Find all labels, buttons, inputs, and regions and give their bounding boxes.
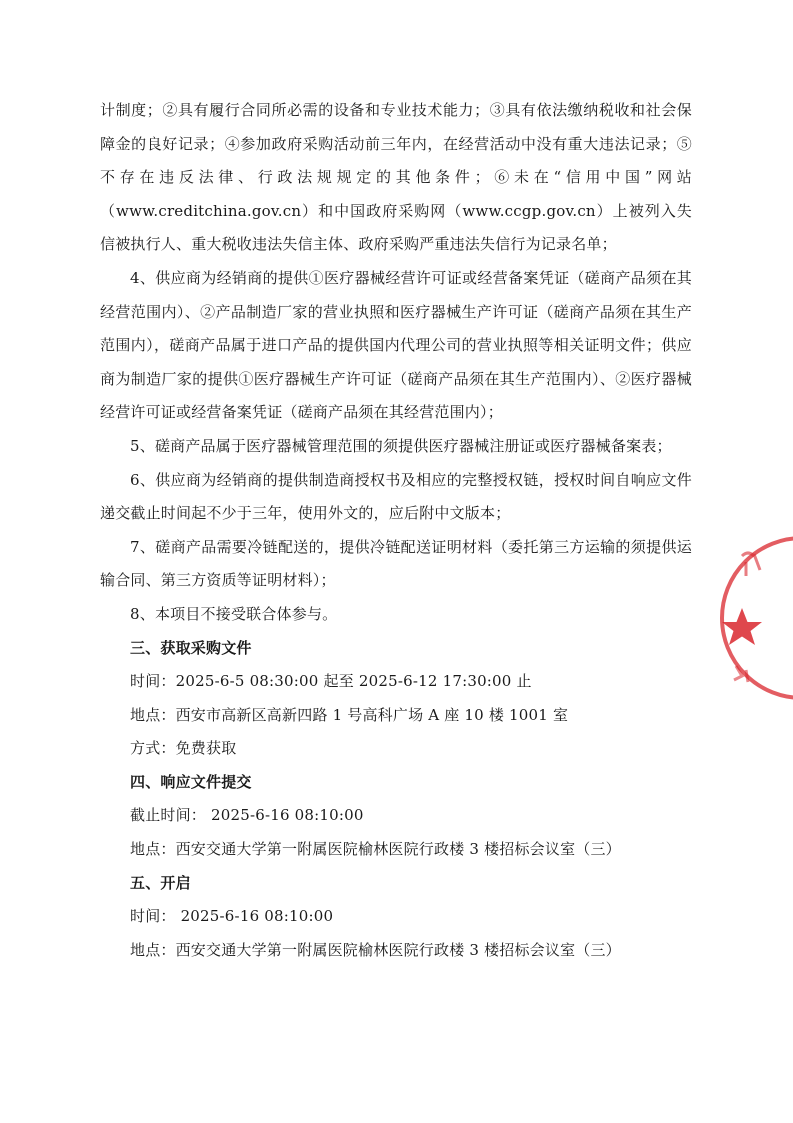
obtain-method: 方式：免费获取 xyxy=(130,739,237,758)
document-body xyxy=(100,94,692,967)
paragraph-qualifications-continued: 计制度；②具有履行合同所必需的设备和专业技术能力；③具有依法缴纳税收和社会保障金的良好记录；④参加政府采购活动前三年内，在经营活动中没有重大违法记录；⑤不存在违反法律、行政法规规定的其他条件；⑥未在“信用中国”网站（www.creditchina.gov.cn）和中国政府采购网（www.ccgp.gov.cn）上被列入失信被执行人、重大税收违法失信主体、政府采购严重违法失信行为记录名单； xyxy=(100,101,692,254)
opening-time: 时间： 2025-6-16 08:10:00 xyxy=(130,907,334,926)
paragraph-item-6: 6、供应商为经销商的提供制造商授权书及相应的完整授权链，授权时间自响应文件递交截止时间起不少于三年，使用外文的，应后附中文版本； xyxy=(100,470,692,523)
paragraph-item-5: 5、磋商产品属于医疗器械管理范围的须提供医疗器械注册证或医疗器械备案表； xyxy=(130,436,672,455)
obtain-location: 地点：西安市高新区高新四路 1 号高科广场 A 座 10 楼 1001 室 xyxy=(130,705,569,724)
paragraph-item-8: 8、本项目不接受联合体参与。 xyxy=(130,604,338,623)
submission-deadline: 截止时间： 2025-6-16 08:10:00 xyxy=(130,806,364,825)
opening-location: 地点：西安交通大学第一附属医院榆林医院行政楼 3 楼招标会议室（三） xyxy=(130,940,621,959)
section-heading-obtain-documents: 三、获取采购文件 xyxy=(130,638,252,657)
section-heading-opening: 五、开启 xyxy=(130,873,191,892)
submission-location: 地点：西安交通大学第一附属医院榆林医院行政楼 3 楼招标会议室（三） xyxy=(130,840,621,859)
paragraph-item-7: 7、磋商产品需要冷链配送的，提供冷链配送证明材料（委托第三方运输的须提供运输合同、第三方资质等证明材料）； xyxy=(100,537,692,590)
red-seal-stamp xyxy=(702,518,793,718)
section-heading-submission: 四、响应文件提交 xyxy=(130,772,252,791)
paragraph-item-4: 4、供应商为经销商的提供①医疗器械经营许可证或经营备案凭证（磋商产品须在其经营范围内）、②产品制造厂家的营业执照和医疗器械生产许可证（磋商产品须在其生产范围内），磋商产品属于进口产品的提供国内代理公司的营业执照等相关证明文件；供应商为制造厂家的提供①医疗器械生产许可证（磋商产品须在其生产范围内）、②医疗器械经营许可证或经营备案凭证（磋商产品须在其经营范围内）； xyxy=(100,268,692,422)
obtain-time: 时间：2025-6-5 08:30:00 起至 2025-6-12 17:30:00 止 xyxy=(130,672,532,691)
